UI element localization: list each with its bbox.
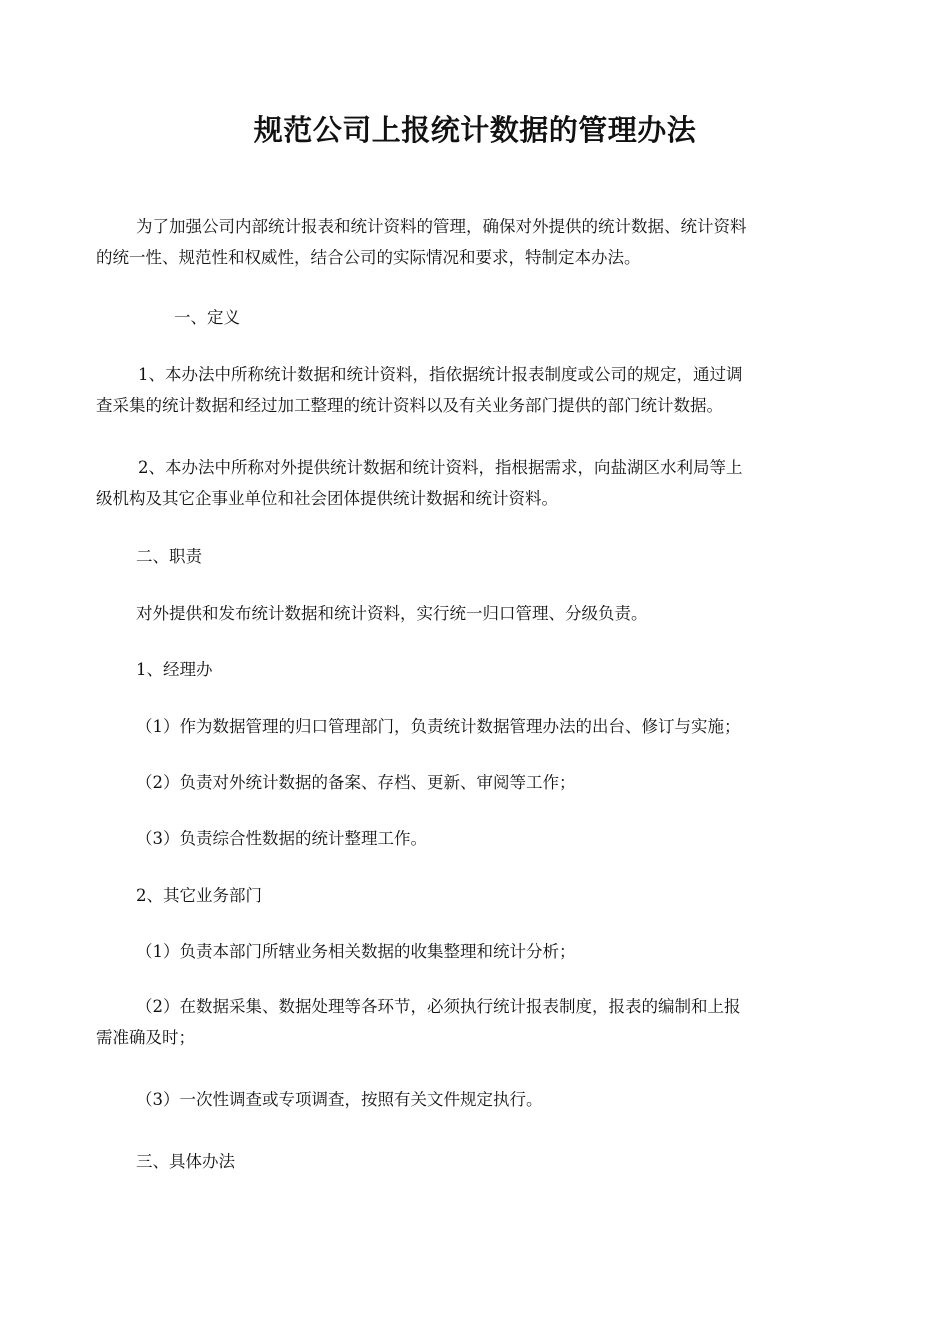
list-item	[136, 711, 888, 742]
text-line: （1）负责本部门所辖业务相关数据的收集整理和统计分析；	[136, 942, 576, 961]
heading-text: 1、经理办	[136, 660, 213, 679]
text-line: 对外提供和发布统计数据和统计资料，实行统一归口管理、分级负责。	[136, 604, 648, 623]
list-item	[96, 991, 848, 1053]
text-line: 为了加强公司内部统计报表和统计资料的管理，确保对外提供的统计数据、统计资料	[136, 217, 747, 236]
text-line: 1、本办法中所称统计数据和统计资料，指依据统计报表制度或公司的规定，通过调	[138, 365, 743, 384]
heading-text: 2、其它业务部门	[136, 886, 262, 905]
section-heading-definition	[174, 302, 926, 333]
definition-paragraph	[96, 452, 848, 514]
list-item	[136, 1084, 888, 1115]
list-item	[136, 823, 888, 854]
text-line: 需准确及时；	[96, 1028, 195, 1047]
text-line: （2）在数据采集、数据处理等各环节，必须执行统计报表制度，报表的编制和上报	[136, 997, 741, 1016]
heading-text: 一、定义	[174, 308, 240, 327]
intro-paragraph	[96, 211, 848, 273]
text-line: 查采集的统计数据和经过加工整理的统计资料以及有关业务部门提供的部门统计数据。	[96, 396, 723, 415]
text-line: （2）负责对外统计数据的备案、存档、更新、审阅等工作；	[136, 773, 576, 792]
subsection-heading	[136, 880, 888, 911]
text-line: （3）负责综合性数据的统计整理工作。	[136, 829, 427, 848]
list-item	[136, 936, 888, 967]
section-heading-methods	[136, 1146, 888, 1177]
heading-text: 三、具体办法	[136, 1152, 235, 1171]
text-line: 2、本办法中所称对外提供统计数据和统计资料，指根据需求，向盐湖区水利局等上	[138, 458, 743, 477]
list-item	[136, 767, 888, 798]
document-title: 规范公司上报统计数据的管理办法	[253, 113, 697, 147]
subsection-heading	[136, 654, 888, 685]
text-line: 级机构及其它企事业单位和社会团体提供统计数据和统计资料。	[96, 489, 558, 508]
text-line: 的统一性、规范性和权威性，结合公司的实际情况和要求，特制定本办法。	[96, 248, 641, 267]
heading-text: 二、职责	[136, 547, 202, 566]
text-line: （3）一次性调查或专项调查，按照有关文件规定执行。	[136, 1090, 543, 1109]
section-heading-duties	[136, 541, 888, 572]
text-line: （1）作为数据管理的归口管理部门，负责统计数据管理办法的出台、修订与实施；	[136, 717, 741, 736]
duties-intro-paragraph	[136, 598, 888, 629]
definition-paragraph	[96, 359, 848, 421]
